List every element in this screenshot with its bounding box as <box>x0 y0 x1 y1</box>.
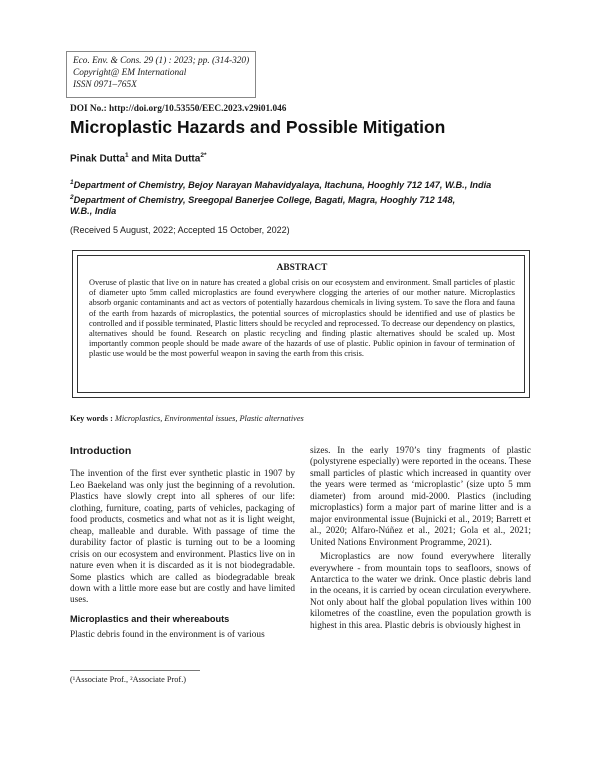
doi-link[interactable]: DOI No.: http://doi.org/10.53550/EEC.2023.v29i01.046 <box>70 104 287 114</box>
journal-copyright: Copyright@ EM International <box>73 68 187 78</box>
paper-title: Microplastic Hazards and Possible Mitigation <box>70 117 446 137</box>
received-dates: (Received 5 August, 2022; Accepted 15 October, 2022) <box>70 225 290 235</box>
author-name: Pinak Dutta <box>70 153 126 165</box>
keywords-values: Microplastics, Environmental issues, Plastic alternatives <box>112 414 304 423</box>
affiliation-text: Department of Chemistry, Bejoy Narayan Mahavidyalaya, Itachuna, Hooghly 712 147, W.B., India <box>73 180 492 191</box>
right-paragraph-2: Microplastics are now found everywhere literally everywhere - from mountain tops to seafloors, snows of Antarctica to the water we drink. Once plastic debris land in the oceans, it is carried by ocean circulation everywhere. Not only about half the global population lives within 100 kilometres of the coastline, even the population growth is highest in this area. Plastic debris is obviously highest in <box>310 552 531 631</box>
abstract-heading: ABSTRACT <box>276 263 328 273</box>
left-column <box>70 440 295 647</box>
affiliation-text: Department of Chemistry, Sreegopal Banerjee College, Bagati, Magra, Hooghly 712 148, <box>73 194 456 205</box>
author-list <box>70 152 206 164</box>
abstract-text: Overuse of plastic that live on in nature has created a global crisis on our ecosystem and environment. Small particles of plastic of diameter upto 5mm called microplastics are found everywhere clogging the arteries of our mother nature. Microplastics absorb organic contaminants and act as vectors of potentially hazardous chemicals in living system. To save the flora and fauna of the earth from hazards of microplastics, the potential sources of microplastics should be identified and use of plastics be controlled and if possible terminated, Plastic litters should be recycled and reprocessed. To decrease our dependency on plastics, alternatives should be found. Research on plastic recycling and finding plastic alternatives should be scaled up. Most importantly common people should be made aware of the hazards of use of plastic. Public opinion in favour of termination of plastic use would be the most powerful weapon in saving the earth from this crisis. <box>89 278 515 359</box>
journal-info-box <box>66 51 256 98</box>
author-superscript: 1 <box>125 152 129 159</box>
abstract-inner-frame <box>77 255 525 393</box>
affiliation-superscript: 2 <box>70 193 74 201</box>
footnote: (¹Associate Prof., ²Associate Prof.) <box>70 675 187 684</box>
footnote-divider <box>70 670 200 671</box>
author-superscript: 2* <box>200 152 207 159</box>
affiliation-line <box>70 192 540 207</box>
introduction-paragraph: The invention of the first ever synthetic plastic in 1907 by Leo Baekeland was only just the beginning of a revolution. Plastics have slowly crept into all spheres of our life: clothing, furniture, coating, parts of vehicles, packaging of food products, cosmetics and what not as it is light weight, cheap, malleable and durable. With passage of time the durability factor of plastic is turning out to be a looming crisis on our ecosystem and environment. Plastics live on in nature even when it is discarded as it is not biodegradable. Some plastics which are called as biodegradable break down with a little more ease but are costly and have limited uses. <box>70 469 295 606</box>
introduction-heading: Introduction <box>70 445 132 457</box>
affiliation-line: W.B., India <box>70 206 117 217</box>
affiliations <box>70 177 540 218</box>
author-name: Mita Dutta <box>151 153 201 165</box>
keywords <box>70 414 304 423</box>
abstract-box <box>72 250 530 398</box>
microplastics-paragraph: Plastic debris found in the environment is of various <box>70 630 265 641</box>
journal-issn: ISSN 0971–765X <box>73 80 137 90</box>
keywords-label: Key words : <box>70 414 113 423</box>
microplastics-section-heading: Microplastics and their whereabouts <box>70 613 230 624</box>
affiliation-superscript: 1 <box>70 179 74 186</box>
right-paragraph-1: sizes. In the early 1970’s tiny fragments of plastic (polystyrene especially) were reported in the oceans. These small particles of plastic which increased in quantity over the years were termed as ‘microplastic’ (size upto 5 mm diameter) from around mid-2000. Plastics (including microplastics) form a major part of marine litter and is a major environmental issue (Bujnicki et al., 2019; Barrett et al., 2020; Alfaro-Núñez et al., 2021; Gola et al., 2021; United Nations Environment Programme, 2021). <box>310 446 531 548</box>
right-column <box>310 446 531 635</box>
affiliation-line <box>70 177 540 192</box>
author-joiner: and <box>128 153 152 165</box>
journal-citation: Eco. Env. & Cons. 29 (1) : 2023; pp. (314-320) <box>73 56 250 66</box>
